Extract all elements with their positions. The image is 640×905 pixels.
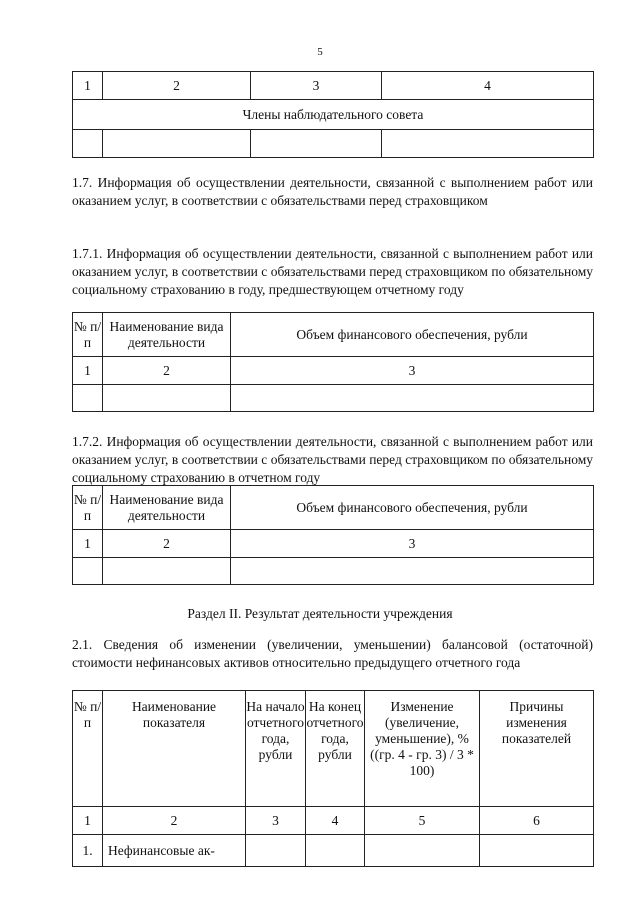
empty-cell (246, 835, 306, 867)
paragraph-1-7-2: 1.7.2. Информация об осуществлении деятельности, связанной с выполнением работ или оказанием услуг, в соответствии с обязательствами перед страховщиком по обязательному социальному страхованию в отчетном году (72, 434, 593, 485)
col-num-1: 1 (73, 72, 103, 100)
col-num-3: 3 (251, 72, 382, 100)
empty-cell (231, 558, 594, 585)
empty-cell (251, 130, 382, 158)
col-num-6: 6 (480, 807, 594, 835)
row-indicator-name: Нефинансовые ак- (103, 835, 246, 867)
column-numbers-row (73, 357, 594, 385)
table-1-7-1 (72, 312, 594, 412)
header-funding-volume: Объем финансового обеспечения, рубли (231, 486, 594, 530)
empty-cell (73, 558, 103, 585)
table-row (73, 835, 594, 867)
header-start-of-year: На начало отчетного года, рубли (246, 691, 306, 807)
col-num-3: 3 (231, 357, 594, 385)
section-title: Раздел II. Результат деятельности учреждения (187, 606, 453, 621)
col-num-2: 2 (103, 357, 231, 385)
table-header-row (73, 691, 594, 807)
col-num-1: 1 (73, 357, 103, 385)
row-num: 1. (73, 835, 103, 867)
header-activity-name: Наименование вида деятельности (103, 486, 231, 530)
paragraph-1-7: 1.7. Информация об осуществлении деятельности, связанной с выполнением работ или оказанием услуг, в соответствии с обязательствами перед страховщиком (72, 175, 593, 208)
empty-cell (480, 835, 594, 867)
col-num-4: 4 (382, 72, 594, 100)
empty-cell (103, 130, 251, 158)
header-end-of-year: На конец отчетного года, рубли (306, 691, 365, 807)
col-num-4: 4 (306, 807, 365, 835)
header-num: № п/п (73, 486, 103, 530)
empty-cell (306, 835, 365, 867)
table-header-row (73, 313, 594, 357)
col-num-2: 2 (103, 530, 231, 558)
column-numbers-row (73, 530, 594, 558)
empty-cell (103, 385, 231, 412)
empty-cell (365, 835, 480, 867)
table-header-row (73, 72, 594, 100)
table-2-1 (72, 690, 594, 867)
empty-cell (73, 385, 103, 412)
table-row (73, 130, 594, 158)
empty-cell (103, 558, 231, 585)
table-row (73, 558, 594, 585)
col-num-2: 2 (103, 807, 246, 835)
board-members-label: Члены наблюдательного совета (73, 100, 594, 130)
table-board-members (72, 71, 594, 158)
col-num-5: 5 (365, 807, 480, 835)
header-change-reasons: Причины изменения показателей (480, 691, 594, 807)
empty-cell (231, 385, 594, 412)
table-header-row (73, 486, 594, 530)
col-num-3: 3 (246, 807, 306, 835)
paragraph-1-7-1: 1.7.1. Информация об осуществлении деятельности, связанной с выполнением работ или оказанием услуг, в соответствии с обязательствами перед страховщиком по обязательному социальному страхованию в году, предшествующем отчетному году (72, 246, 593, 297)
table-row (73, 385, 594, 412)
paragraph-2-1: 2.1. Сведения об изменении (увеличении, уменьшении) балансовой (остаточной) стоимости нефинансовых активов относительно предыдущего отчетного года (72, 637, 593, 670)
page-number: 5 (317, 46, 323, 58)
col-num-1: 1 (73, 807, 103, 835)
header-funding-volume: Объем финансового обеспечения, рубли (231, 313, 594, 357)
empty-cell (382, 130, 594, 158)
header-change-percent: Изменение (увеличение, уменьшение), % ((гр. 4 - гр. 3) / 3 * 100) (365, 691, 480, 807)
group-row (73, 100, 594, 130)
col-num-1: 1 (73, 530, 103, 558)
header-num: № п/п (73, 691, 103, 807)
column-numbers-row (73, 807, 594, 835)
table-1-7-2 (72, 485, 594, 585)
col-num-3: 3 (231, 530, 594, 558)
header-activity-name: Наименование вида деятельности (103, 313, 231, 357)
col-num-2: 2 (103, 72, 251, 100)
empty-cell (73, 130, 103, 158)
header-indicator-name: Наименование показателя (103, 691, 246, 807)
header-num: № п/п (73, 313, 103, 357)
